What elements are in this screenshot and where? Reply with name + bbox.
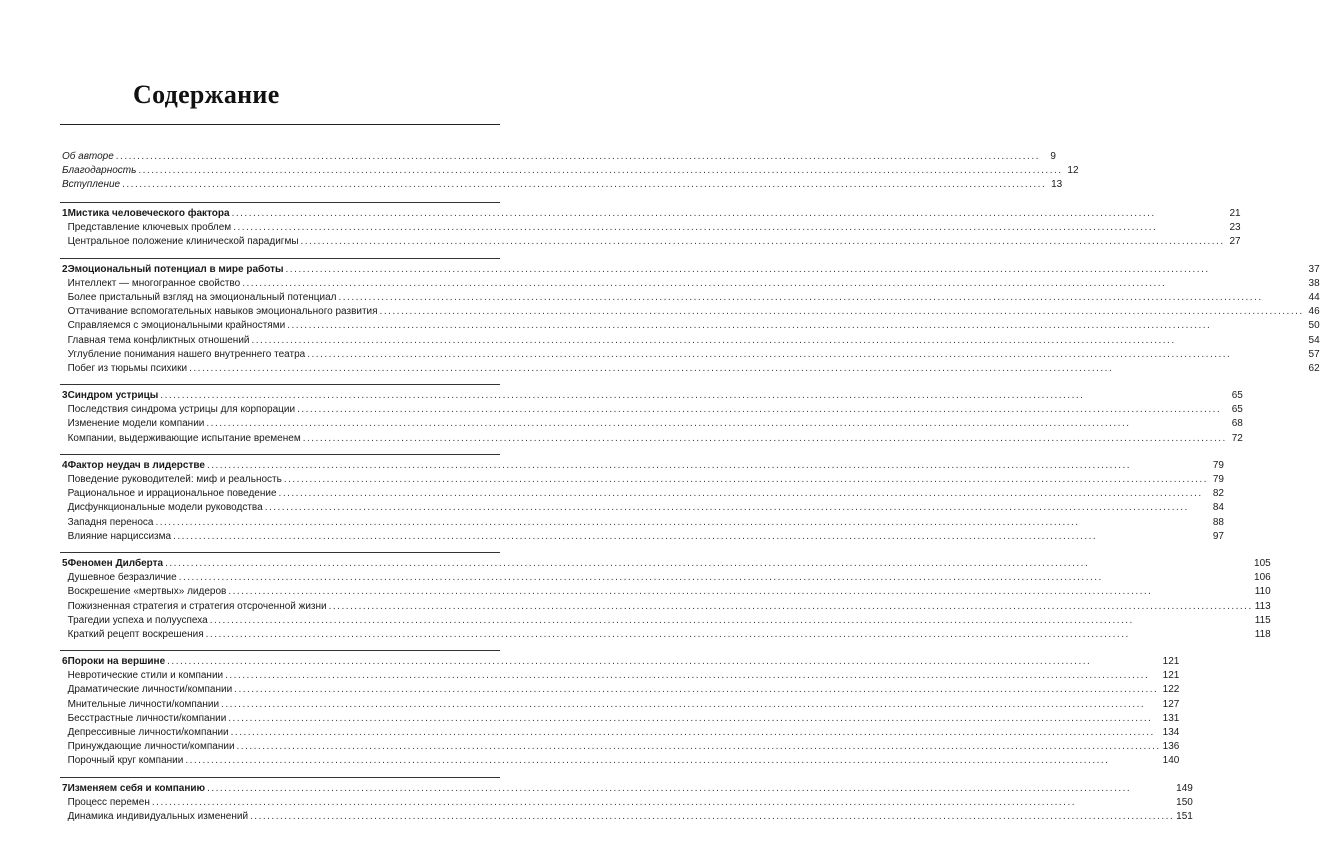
- page-number: 23: [1229, 222, 1241, 234]
- dot-leader: [206, 417, 1226, 431]
- chapter-block: [60, 258, 1320, 377]
- chapter-block: [60, 650, 1180, 769]
- toc-entry[interactable]: [68, 334, 1320, 348]
- title-rule: [60, 124, 500, 125]
- page-number: 9: [1050, 151, 1056, 162]
- toc-entry[interactable]: [68, 810, 1193, 824]
- entry-title: Невротические стили и компании: [67, 670, 224, 682]
- page-number: 21: [1229, 208, 1241, 219]
- chapter-number: 1: [62, 208, 68, 219]
- entry-title: Изменение модели компании: [67, 418, 205, 430]
- page-number: 27: [1229, 236, 1241, 248]
- entry-title: Последствия синдрома устрицы для корпорации: [67, 404, 296, 416]
- toc-entry[interactable]: [68, 417, 1243, 431]
- page-number: 54: [1308, 334, 1320, 346]
- entry-title: Интеллект — многогранное свойство: [67, 277, 241, 289]
- dot-leader: [207, 459, 1208, 473]
- chapter-number: 4: [62, 459, 68, 471]
- toc-entry[interactable]: [68, 600, 1271, 614]
- dot-leader: [329, 600, 1253, 614]
- entry-title: Синдром устрицы: [67, 390, 159, 402]
- page-number: 149: [1176, 782, 1193, 794]
- toc-entry[interactable]: [68, 319, 1320, 333]
- chapter-heading[interactable]: [68, 459, 1224, 473]
- entry-title: Более пристальный взгляд на эмоциональный потенциал: [67, 291, 337, 303]
- entry-title: Центральное положение клинической парадигмы: [67, 236, 299, 248]
- dot-leader: [221, 698, 1161, 712]
- entry-title: Оттачивание вспомогательных навыков эмоционального развития: [67, 306, 378, 318]
- entry-title: Изменяем себя и компанию: [67, 782, 206, 794]
- chapter-heading[interactable]: [68, 557, 1271, 571]
- dot-leader: [252, 334, 1304, 348]
- page-number: 68: [1231, 418, 1243, 430]
- entry-title: Дисфункциональные модели руководства: [67, 502, 263, 514]
- entry-title: Главная тема конфликтных отношений: [67, 334, 250, 346]
- chapter-number: 2: [62, 263, 68, 275]
- dot-leader: [307, 348, 1303, 362]
- chapter-heading[interactable]: [68, 655, 1180, 669]
- entry-title: Мистика человеческого фактора: [67, 208, 230, 219]
- page-number: 57: [1308, 348, 1320, 360]
- dot-leader: [207, 782, 1174, 796]
- entry-title: Представление ключевых проблем: [67, 222, 232, 234]
- page-number: 65: [1231, 404, 1243, 416]
- page-number: 72: [1231, 432, 1243, 444]
- dot-leader: [233, 221, 1224, 235]
- dot-leader: [380, 305, 1304, 319]
- dot-leader: [160, 389, 1227, 403]
- toc-entry[interactable]: [68, 683, 1180, 697]
- dot-leader: [237, 740, 1161, 754]
- entry-title: Душевное безразличие: [67, 572, 177, 584]
- dot-leader: [155, 516, 1208, 530]
- chapter-number: 3: [62, 390, 68, 402]
- entry-title: Принуждающие личности/компании: [67, 741, 235, 753]
- chapter-number: 6: [62, 656, 68, 668]
- page-number: 37: [1308, 263, 1320, 275]
- page-number: 44: [1308, 291, 1320, 303]
- entry-title: Благодарность: [62, 165, 137, 176]
- page-number: 79: [1212, 459, 1224, 471]
- dot-leader: [250, 810, 1174, 824]
- toc-entry[interactable]: [68, 403, 1243, 417]
- entry-title: Пожизненная стратегия и стратегия отсроченной жизни: [67, 600, 327, 612]
- dot-leader: [225, 669, 1161, 683]
- entry-title: Влияние нарциссизма: [67, 530, 172, 542]
- page-number: 134: [1162, 727, 1180, 738]
- entry-title: Процесс перемен: [67, 796, 150, 808]
- entry-title: Рациональное и иррациональное поведение: [67, 488, 277, 500]
- page-number: 65: [1231, 390, 1243, 402]
- entry-title: Пороки на вершине: [67, 656, 166, 668]
- chapter-block: [60, 384, 1243, 446]
- dot-leader: [189, 362, 1304, 376]
- toc-entry[interactable]: [68, 530, 1224, 544]
- page-number: 97: [1212, 530, 1224, 542]
- toc-entry[interactable]: [68, 348, 1320, 362]
- toc-entry[interactable]: [68, 432, 1243, 446]
- page-number: 62: [1308, 362, 1320, 374]
- page-number: 46: [1308, 306, 1320, 318]
- page-number: 84: [1212, 502, 1224, 514]
- dot-leader: [286, 263, 1304, 277]
- chapter-heading[interactable]: [68, 263, 1320, 277]
- entry-title: Порочный круг компании: [67, 755, 184, 767]
- chapter-number: 7: [62, 782, 68, 794]
- dot-leader: [165, 557, 1252, 571]
- toc-entry[interactable]: [60, 150, 1056, 164]
- toc-entry[interactable]: [68, 221, 1241, 235]
- page-number: 140: [1162, 755, 1180, 767]
- toc-entry[interactable]: [68, 516, 1224, 530]
- entry-title: Воскрешение «мертвых» лидеров: [67, 586, 227, 598]
- chapter-heading[interactable]: [68, 207, 1241, 221]
- page-number: 106: [1254, 572, 1271, 584]
- toc-entry[interactable]: [68, 726, 1180, 740]
- front-matter: [60, 150, 1079, 192]
- dot-leader: [173, 530, 1208, 544]
- entry-title: Мнительные личности/компании: [67, 698, 220, 710]
- dot-leader: [116, 150, 1040, 164]
- entry-title: Вступление: [62, 179, 121, 190]
- chapter-number: 5: [62, 557, 68, 569]
- page-number: 79: [1212, 474, 1224, 485]
- dot-leader: [284, 473, 1208, 487]
- page-number: 136: [1162, 741, 1180, 753]
- page-number: 12: [1067, 165, 1079, 176]
- entry-title: Фактор неудач в лидерстве: [67, 459, 205, 471]
- dot-leader: [167, 655, 1161, 669]
- dot-leader: [279, 487, 1208, 501]
- entry-title: Углубление понимания нашего внутреннего театра: [67, 348, 306, 360]
- toc-entry[interactable]: [68, 501, 1224, 515]
- entry-title: Динамика индивидуальных изменений: [67, 810, 249, 822]
- toc-entry[interactable]: [68, 362, 1320, 376]
- page-number: 110: [1254, 586, 1271, 598]
- chapter-block: [60, 454, 1224, 544]
- dot-leader: [265, 501, 1208, 515]
- entry-title: Западня переноса: [67, 516, 154, 528]
- toc-entry[interactable]: [68, 614, 1271, 628]
- dot-leader: [138, 164, 1062, 178]
- toc-entry[interactable]: [68, 628, 1271, 642]
- chapter-block: [60, 777, 1193, 825]
- dot-leader: [122, 178, 1046, 192]
- toc-entry[interactable]: [68, 571, 1271, 585]
- entry-title: Побег из тюрьмы психики: [67, 362, 188, 374]
- dot-leader: [232, 207, 1225, 221]
- page-number: 88: [1212, 516, 1224, 528]
- entry-title: Компании, выдерживающие испытание временем: [67, 432, 301, 444]
- entry-title: Депрессивные личности/компании: [67, 727, 229, 738]
- dot-leader: [210, 614, 1253, 628]
- dot-leader: [152, 796, 1174, 810]
- entry-title: Краткий рецепт воскрешения: [67, 628, 204, 640]
- dot-leader: [287, 319, 1303, 333]
- dot-leader: [297, 403, 1227, 417]
- dot-leader: [228, 712, 1160, 726]
- page-number: 131: [1162, 712, 1180, 724]
- toc-entry[interactable]: [68, 754, 1180, 768]
- toc-entry[interactable]: [68, 698, 1180, 712]
- page-number: 113: [1254, 600, 1271, 612]
- toc-entry[interactable]: [68, 585, 1271, 599]
- toc-entry[interactable]: [60, 164, 1079, 178]
- entry-title: Бесстрастные личности/компании: [67, 712, 227, 724]
- toc-entry[interactable]: [60, 178, 1063, 192]
- chapter-list: [60, 202, 1320, 824]
- page-number: 115: [1254, 614, 1271, 626]
- dot-leader: [228, 585, 1252, 599]
- toc-entry[interactable]: [68, 291, 1320, 305]
- dot-leader: [303, 432, 1227, 446]
- chapter-heading[interactable]: [68, 389, 1243, 403]
- page-number: 38: [1308, 277, 1320, 289]
- page-number: 105: [1254, 557, 1271, 569]
- dot-leader: [242, 277, 1303, 291]
- dot-leader: [339, 291, 1304, 305]
- entry-title: Драматические личности/компании: [67, 684, 233, 696]
- toc-entry[interactable]: [68, 712, 1180, 726]
- page-number: 82: [1212, 488, 1224, 500]
- toc-entry[interactable]: [68, 669, 1180, 683]
- toc-entry[interactable]: [68, 473, 1224, 487]
- dot-leader: [301, 235, 1225, 249]
- dot-leader: [185, 754, 1160, 768]
- toc-entry[interactable]: [68, 796, 1193, 810]
- chapter-heading[interactable]: [68, 782, 1193, 796]
- dot-leader: [234, 683, 1160, 697]
- entry-title: Справляемся с эмоциональными крайностями: [67, 320, 286, 332]
- page-number: 150: [1176, 796, 1193, 808]
- toc-entry[interactable]: [68, 305, 1320, 319]
- entry-title: Поведение руководителей: миф и реальность: [67, 474, 282, 485]
- page-number: 122: [1162, 684, 1180, 696]
- dot-leader: [206, 628, 1253, 642]
- toc-entry[interactable]: [68, 740, 1180, 754]
- dot-leader: [231, 726, 1161, 740]
- dot-leader: [179, 571, 1252, 585]
- entry-title: Эмоциональный потенциал в мире работы: [67, 263, 284, 275]
- page-number: 118: [1254, 628, 1271, 640]
- page-number: 151: [1176, 810, 1193, 822]
- table-of-contents: [60, 150, 1320, 824]
- entry-title: Трагедии успеха и полууспеха: [67, 614, 208, 626]
- entry-title: Феномен Дилберта: [67, 557, 164, 569]
- chapter-block: [60, 552, 1271, 642]
- entry-title: Об авторе: [62, 151, 114, 162]
- page-number: 13: [1051, 179, 1063, 190]
- toc-entry[interactable]: [68, 487, 1224, 501]
- chapter-block: [60, 202, 1241, 250]
- toc-entry[interactable]: [68, 235, 1241, 249]
- page-number: 127: [1162, 698, 1180, 710]
- page-title: Содержание: [133, 80, 280, 109]
- page-number: 50: [1308, 320, 1320, 332]
- toc-entry[interactable]: [68, 277, 1320, 291]
- page-number: 121: [1162, 656, 1180, 668]
- page-number: 121: [1162, 670, 1180, 682]
